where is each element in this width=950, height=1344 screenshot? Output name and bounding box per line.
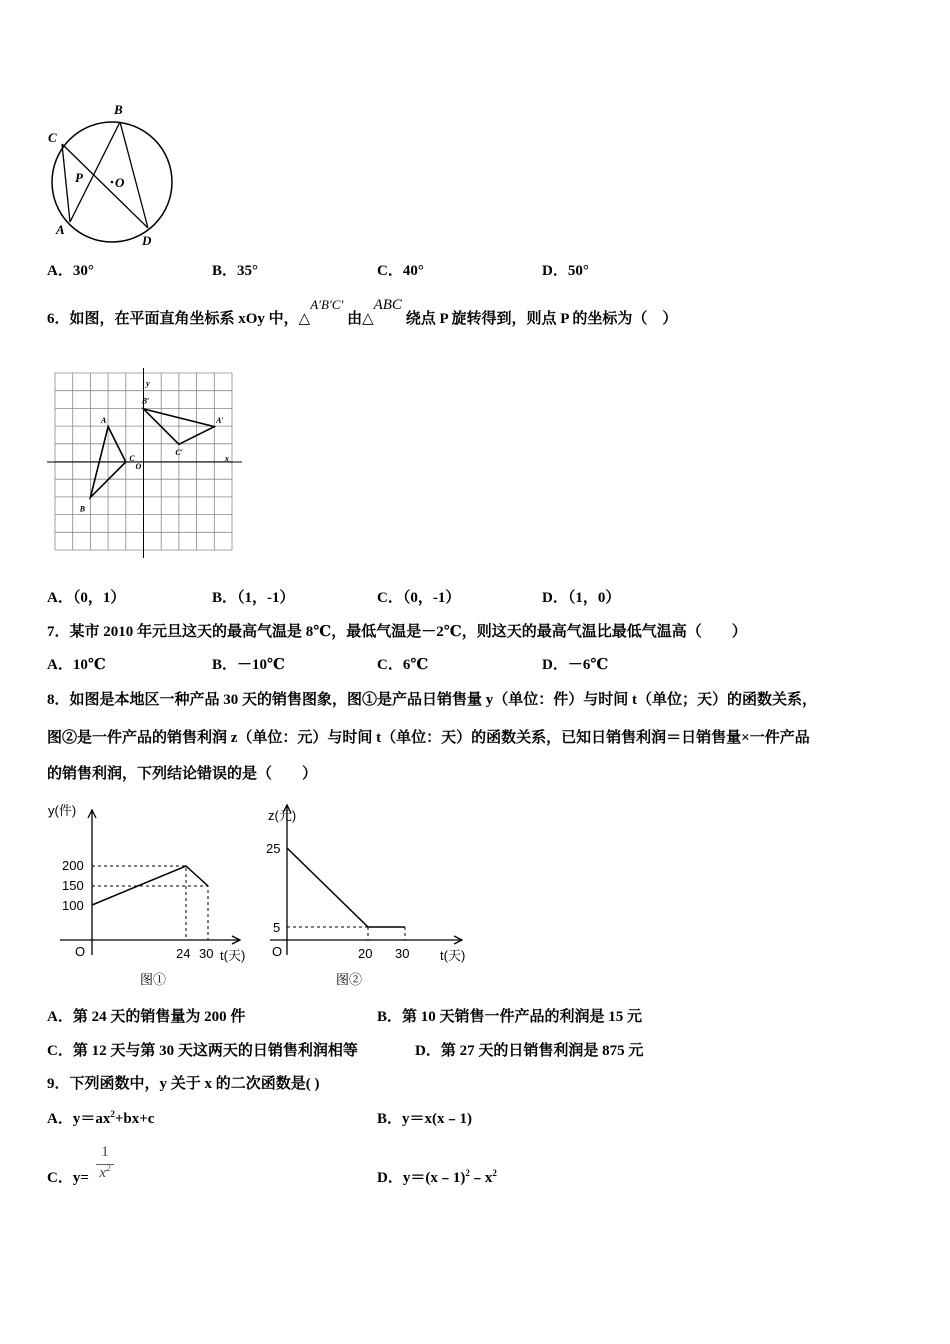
- q9-fraction: [96, 1144, 114, 1181]
- exponent: 2: [110, 1109, 115, 1119]
- q8-option-d[interactable]: D．第 27 天的日销售利润是 875 元: [415, 1043, 644, 1059]
- q7-option-b[interactable]: B．－10℃: [212, 657, 285, 673]
- option-letter: A．: [47, 1111, 73, 1127]
- q6-text-pre: 6．如图，在平面直角坐标系 xOy 中，△: [47, 311, 311, 327]
- fig2-caption: 图②: [336, 972, 363, 987]
- q6-option-d[interactable]: D．（1，0）: [542, 590, 621, 606]
- option-letter: C．y=: [47, 1170, 89, 1186]
- option-letter: D．: [377, 1170, 403, 1186]
- fig1-ylabel: y(件): [48, 803, 77, 818]
- fig2-ytick-5: 5: [273, 920, 281, 935]
- expr: y＝(x﹣1): [402, 1170, 466, 1186]
- fraction-numerator: 1: [101, 1144, 109, 1160]
- fig2-line: [287, 848, 405, 927]
- label-a: A: [56, 222, 65, 237]
- q6-option-a[interactable]: A．（0，1）: [47, 590, 126, 606]
- q8-line-3: 的销售利润，下列结论错误的是（ ）: [47, 766, 318, 782]
- grid-label-b1: B′: [141, 396, 150, 406]
- q5-option-d[interactable]: D．50°: [542, 263, 589, 279]
- fig1-xlabel: t(天): [220, 948, 246, 963]
- label-p: P: [75, 170, 83, 185]
- q5-option-a[interactable]: A．30°: [47, 263, 94, 279]
- fig2-xtick-20: 20: [358, 946, 373, 961]
- exponent: 2: [465, 1168, 470, 1178]
- fig1-ytick-100: 100: [62, 898, 84, 913]
- exponent: 2: [492, 1168, 497, 1178]
- expr-rest: +bx+c: [114, 1111, 155, 1127]
- fig2-xtick-30: 30: [395, 946, 410, 961]
- label-o: O: [115, 175, 125, 190]
- grid-label-a: A: [101, 416, 107, 426]
- label-b: B: [114, 102, 123, 117]
- grid-label-y: y: [146, 378, 150, 388]
- q7-option-c[interactable]: C．6℃: [377, 657, 429, 673]
- grid-label-c: C: [129, 454, 135, 464]
- q6-option-c[interactable]: C．（0，-1）: [377, 590, 461, 606]
- grid-label-c1: C′: [175, 447, 183, 457]
- q8-line-1: 8．如图是本地区一种产品 30 天的销售图象，图①是产品日销售量 y（单位：件）与时间 t（单位；天）的函数关系，: [47, 692, 818, 708]
- q6-triangle-2: ABC: [373, 297, 402, 313]
- fig1-xtick-30: 30: [199, 946, 214, 961]
- fig2-ytick-25: 25: [266, 841, 281, 856]
- q7-question: 7．某市 2010 年元旦这天的最高气温是 8℃，最低气温是－2℃，则这天的最高气温比最低气温高（ ）: [47, 624, 747, 640]
- grid-label-x: x: [224, 454, 229, 464]
- label-c: C: [48, 130, 57, 145]
- q5-option-b[interactable]: B．35°: [212, 263, 259, 279]
- fig2-origin: O: [272, 944, 283, 959]
- expr-rest: ﹣x: [469, 1170, 493, 1186]
- fig2-xlabel: t(天): [440, 948, 466, 963]
- q9-question: 9．下列函数中，y 关于 x 的二次函数是( ): [47, 1076, 320, 1092]
- q6-text-post: 绕点 P 旋转得到，则点 P 的坐标为（ ）: [405, 311, 678, 327]
- grid-label-b: B: [79, 504, 86, 514]
- fig1-xtick-24: 24: [176, 946, 191, 961]
- q5-option-c[interactable]: C．40°: [377, 263, 424, 279]
- expr: y＝ax: [72, 1111, 111, 1127]
- q6-text-mid: 由△: [347, 311, 374, 327]
- grid-label-o: O: [135, 462, 142, 472]
- q8-option-c[interactable]: C．第 12 天与第 30 天这两天的日销售利润相等: [47, 1043, 358, 1059]
- fig1-ytick-200: 200: [62, 858, 84, 873]
- q7-option-d[interactable]: D．－6℃: [542, 657, 609, 673]
- label-d: D: [142, 233, 152, 248]
- fig1-origin: O: [75, 944, 86, 959]
- q8-option-b[interactable]: B．第 10 天销售一件产品的利润是 15 元: [377, 1009, 643, 1025]
- grid-label-a1: A′: [216, 416, 224, 426]
- fig1-ytick-150: 150: [62, 878, 84, 893]
- fig2-ylabel: z(元): [268, 808, 297, 823]
- q6-triangle-1: A′B′C′: [310, 297, 344, 312]
- q8-option-a[interactable]: A．第 24 天的销售量为 200 件: [47, 1009, 246, 1025]
- q9-option-d[interactable]: [377, 1169, 497, 1187]
- q9-option-b[interactable]: B．y＝x(x﹣1): [377, 1111, 472, 1127]
- q6-option-b[interactable]: B．（1，-1）: [212, 590, 295, 606]
- q7-option-a[interactable]: A．10℃: [47, 657, 106, 673]
- fraction-denominator: $x^2$: [96, 1164, 114, 1181]
- q8-line-2: 图②是一件产品的销售利润 z（单位：元）与时间 t（单位：天）的函数关系，已知日销售利润＝日销售量×一件产品: [47, 730, 810, 746]
- q9-option-c[interactable]: [47, 1169, 89, 1187]
- q9-option-a[interactable]: [47, 1110, 154, 1128]
- fig1-caption: 图①: [140, 972, 167, 987]
